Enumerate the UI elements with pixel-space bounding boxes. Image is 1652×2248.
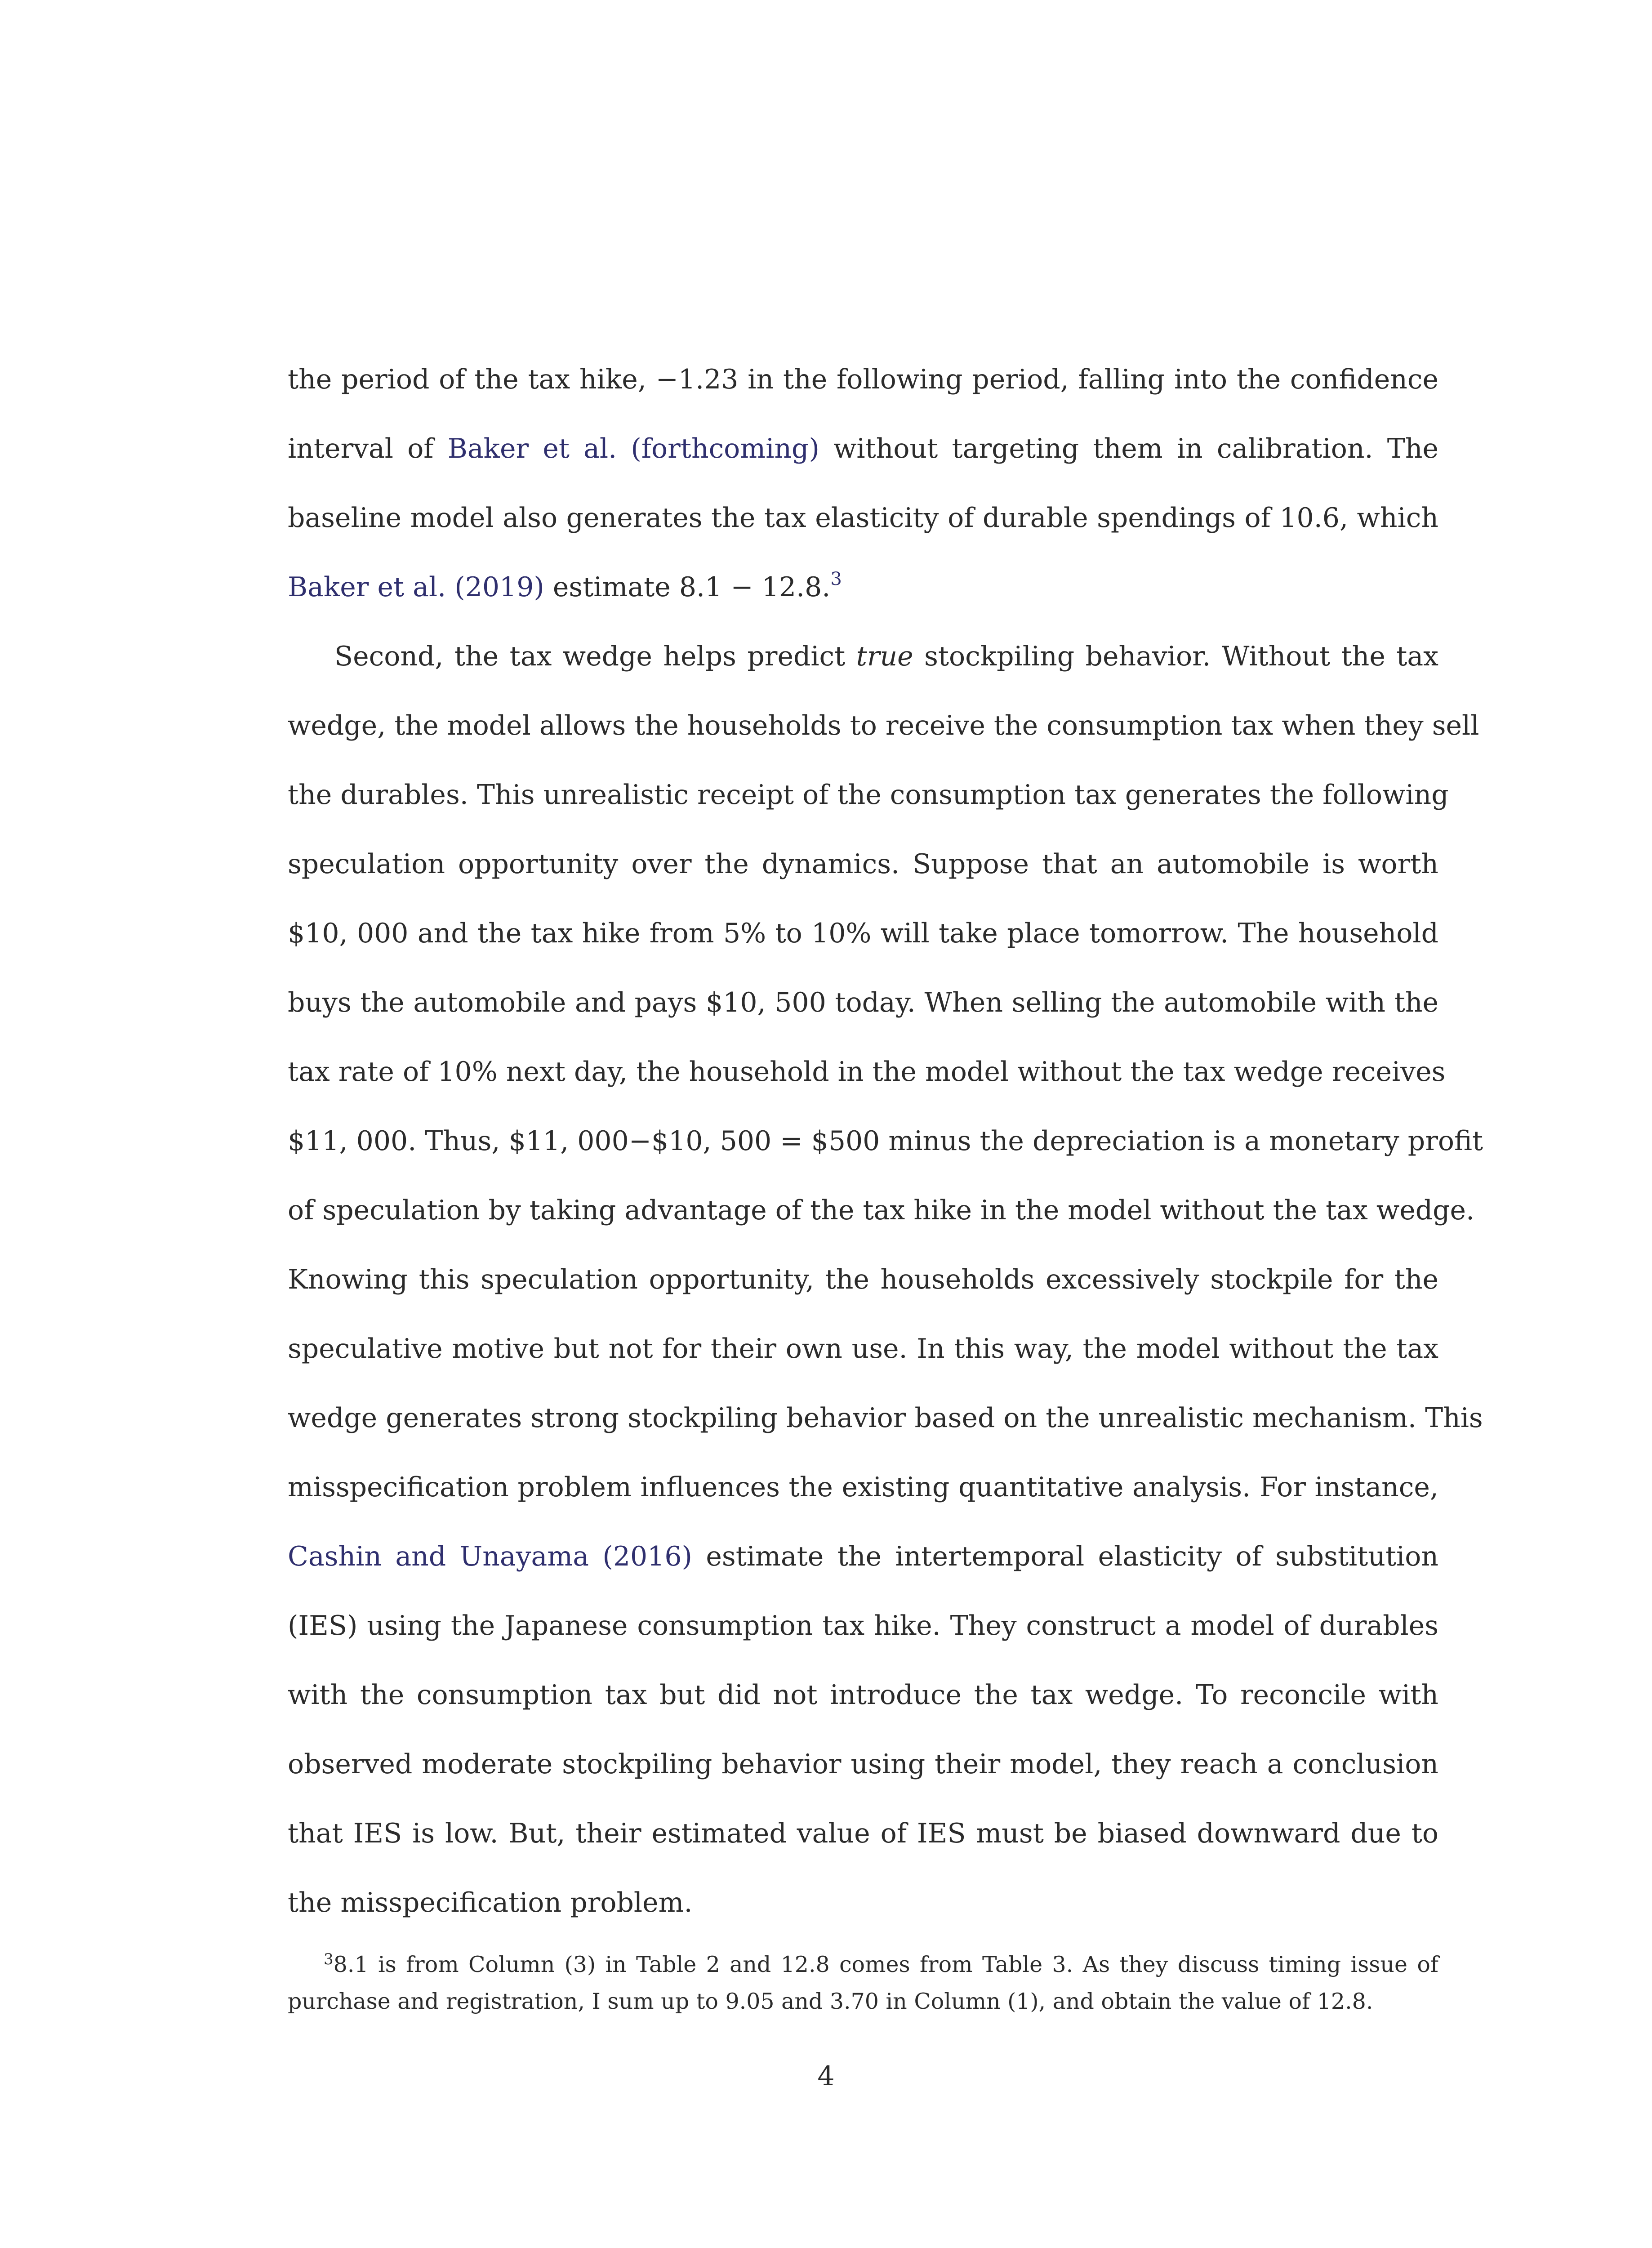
paragraph-1-line	[288, 570, 1438, 639]
citation-link[interactable]	[288, 1541, 692, 1572]
paragraph-2-line	[288, 1816, 1438, 1886]
text-span: observed moderate stockpiling behavior using their model, they reach a conclusion	[288, 1748, 1438, 1780]
text-span: the misspecification problem.	[288, 1887, 693, 1918]
paragraph-2-line	[288, 1124, 1483, 1193]
text-span: speculative motive but not for their own use. In this way, the model without the tax	[288, 1333, 1438, 1365]
paragraph-2-line	[288, 1401, 1483, 1470]
text-span: wedge, the model allows the households to receive the consumption tax when they sell	[288, 710, 1479, 741]
body-text	[288, 362, 1483, 1955]
citation-year: (forthcoming)	[631, 433, 819, 464]
paragraph-1-line	[288, 432, 1438, 501]
text-span: the period of the tax hike, −1.23 in the following period, falling into the confidence	[288, 364, 1438, 395]
text-span: baseline model also generates the tax elasticity of durable spendings of 10.6, which	[288, 502, 1438, 534]
paragraph-2-line	[288, 1886, 1438, 1955]
paragraph-2-line	[288, 1055, 1446, 1124]
paragraph-2-line	[288, 1262, 1438, 1332]
paragraph-2-line	[288, 1332, 1438, 1401]
text-span: Knowing this speculation opportunity, the households excessively stockpile for the	[288, 1264, 1438, 1295]
text-span: interval of	[288, 433, 434, 464]
paragraph-2-line	[288, 847, 1438, 916]
text-span: 8.1 is from Column (3) in Table 2 and 12.8 comes from Table 3. As they discuss timing issue of	[333, 1952, 1438, 1977]
paragraph-2-line	[288, 1609, 1438, 1678]
text-span: with the consumption tax but did not introduce the tax wedge. To reconcile with	[288, 1679, 1438, 1711]
citation-author: Cashin and Unayama	[288, 1541, 589, 1572]
text-span: estimate 8.1 − 12.8.	[552, 571, 831, 603]
page-number: 4	[817, 2061, 835, 2092]
footnote-mark: 3	[324, 1950, 334, 1968]
paragraph-2-line	[288, 1747, 1438, 1816]
text-span: Second, the tax wedge helps predict	[334, 641, 846, 672]
footnote-section	[288, 1951, 1438, 2025]
text-span: misspecification problem influences the existing quantitative analysis. For instance,	[288, 1472, 1438, 1503]
paragraph-1-line	[288, 362, 1438, 432]
paragraph-2-line	[288, 1470, 1438, 1539]
text-span: tax rate of 10% next day, the household in the model without the tax wedge receives	[288, 1056, 1446, 1088]
text-span: (IES) using the Japanese consumption tax hike. They construct a model of durables	[288, 1610, 1438, 1641]
citation-link[interactable]	[448, 433, 819, 464]
text-span: buys the automobile and pays $10, 500 today. When selling the automobile with the	[288, 987, 1438, 1018]
paragraph-1-line	[288, 501, 1438, 570]
citation-link[interactable]	[288, 571, 544, 603]
paragraph-2-line	[288, 916, 1438, 986]
text-span: estimate the intertemporal elasticity of substitution	[706, 1541, 1439, 1572]
paragraph-2-line	[288, 1193, 1475, 1262]
text-span: $10, 000 and the tax hike from 5% to 10% will take place tomorrow. The household	[288, 918, 1438, 949]
text-span: purchase and registration, I sum up to 9.05 and 3.70 in Column (1), and obtain the value of 12.8.	[288, 1989, 1373, 2014]
footnote-line	[288, 1988, 1438, 2025]
text-span: that IES is low. But, their estimated value of IES must be biased downward due to	[288, 1818, 1438, 1849]
paragraph-2-line	[288, 1678, 1438, 1747]
citation-author: Baker et al.	[288, 571, 446, 603]
paragraph-2-line	[288, 778, 1449, 847]
text-span: speculation opportunity over the dynamics. Suppose that an automobile is worth	[288, 848, 1438, 880]
text-span: wedge generates strong stockpiling behavior based on the unrealistic mechanism. This	[288, 1402, 1483, 1434]
paragraph-2-line	[288, 1539, 1438, 1609]
paragraph-2-line	[288, 639, 1438, 709]
paragraph-2-line	[288, 986, 1438, 1055]
text-span: without targeting them in calibration. The	[833, 433, 1438, 464]
citation-year: (2019)	[454, 571, 544, 603]
citation-author: Baker et al.	[447, 433, 617, 464]
text-span: stockpiling behavior. Without the tax	[924, 641, 1438, 672]
text-span: of speculation by taking advantage of the tax hike in the model without the tax wedge.	[288, 1195, 1475, 1226]
footnote-reference[interactable]: 3	[830, 569, 842, 589]
paragraph-2-line	[288, 709, 1479, 778]
footnote-line	[288, 1951, 1438, 1988]
citation-year: (2016)	[602, 1541, 692, 1572]
text-span: $11, 000. Thus, $11, 000−$10, 500 = $500 minus the depreciation is a monetary profit	[288, 1125, 1483, 1157]
emphasis-text: true	[856, 641, 913, 672]
text-span: the durables. This unrealistic receipt of the consumption tax generates the following	[288, 779, 1449, 811]
